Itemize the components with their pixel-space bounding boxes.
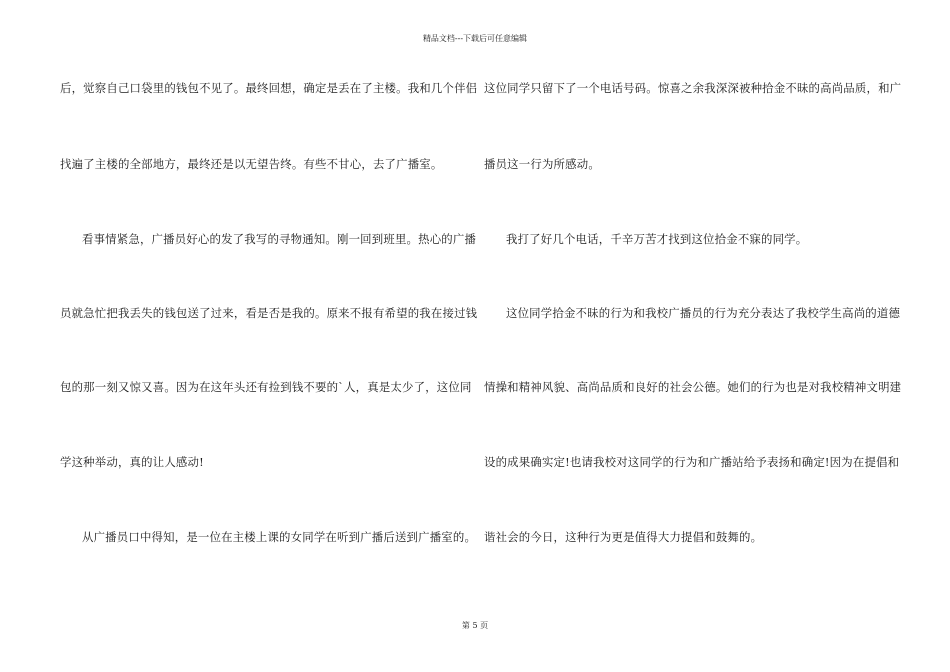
paragraph-line: 谐社会的今日，这种行为更是值得大力提倡和鼓舞的。 bbox=[484, 530, 763, 544]
paragraph-line: 员就急忙把我丢失的钱包送了过来，看是否是我的。原来不报有希望的我在接过钱 bbox=[60, 306, 478, 320]
paragraph-line: 后，觉察自己口袋里的钱包不见了。最终回想，确定是丢在了主楼。我和几个伴侣 bbox=[60, 81, 478, 95]
page-header: 精品文档---下载后可任意编辑 bbox=[422, 34, 528, 43]
paragraph-line: 找遍了主楼的全部地方，最终还是以无望告终。有些不甘心，去了广播室。 bbox=[60, 157, 443, 171]
paragraph-line: 学这种举动，真的让人感动! bbox=[60, 455, 204, 469]
paragraph-line: 这位同学拾金不昧的行为和我校广播员的行为充分表达了我校学生高尚的道德 bbox=[506, 306, 901, 320]
paragraph-line: 播员这一行为所感动。 bbox=[484, 157, 600, 171]
page-number: 第 5 页 bbox=[461, 621, 489, 630]
paragraph-line: 包的那一刻又惊又喜。因为在这年头还有捡到钱不要的`人，真是太少了，这位同 bbox=[60, 380, 472, 394]
paragraph-line: 看事情紧急，广播员好心的发了我写的寻物通知。刚一回到班里。热心的广播 bbox=[82, 232, 477, 246]
paragraph-line: 从广播员口中得知，是一位在主楼上课的女同学在听到广播后送到广播室的。 bbox=[82, 530, 477, 544]
paragraph-line: 设的成果确实定!也请我校对这同学的行为和广播站给予表扬和确定!因为在提倡和 bbox=[484, 455, 900, 469]
paragraph-line: 情操和精神风貌、高尚品质和良好的社会公德。她们的行为也是对我校精神文明建 bbox=[484, 380, 902, 394]
paragraph-line: 我打了好几个电话，千辛万苦才找到这位拾金不寐的同学。 bbox=[506, 232, 808, 246]
paragraph-line: 这位同学只留下了一个电话号码。惊喜之余我深深被种拾金不昧的高尚品质，和广 bbox=[484, 81, 902, 95]
